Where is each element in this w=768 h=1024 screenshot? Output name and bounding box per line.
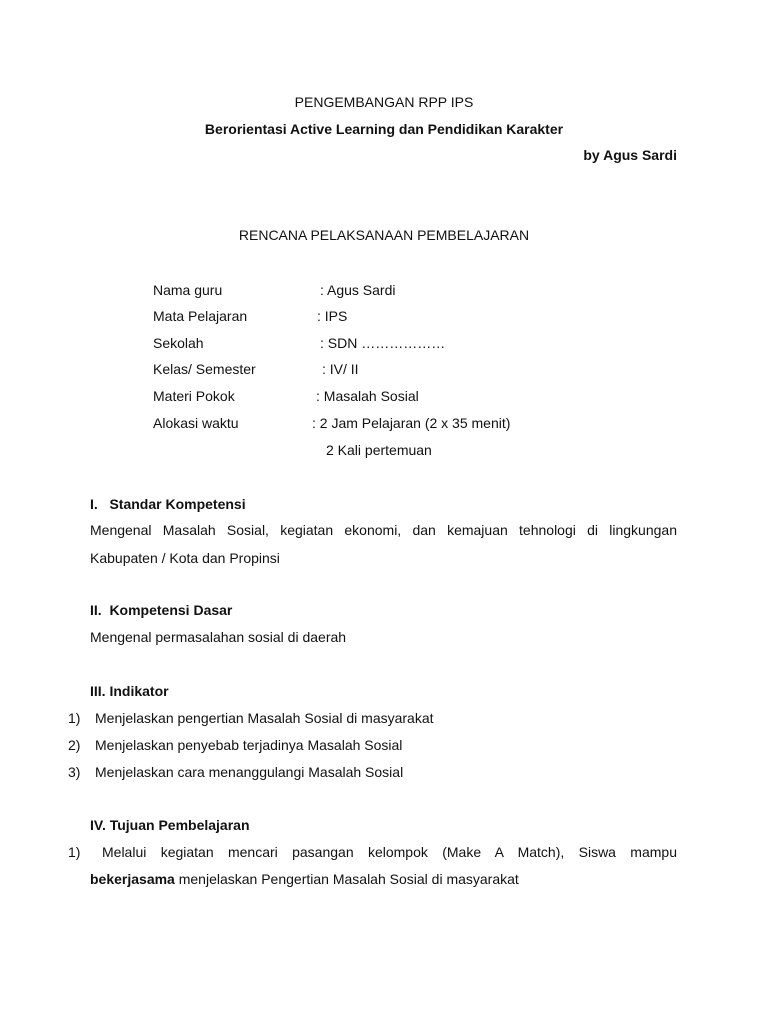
tujuan-text-line2 [90, 865, 677, 893]
identity-label-mata-pelajaran: Mata Pelajaran [153, 308, 248, 324]
identity-value-materi-pokok: : Masalah Sosial [316, 388, 419, 404]
indikator-item: Menjelaskan cara menanggulangi Masalah Sosial [95, 764, 404, 780]
section-heading-kompetensi: II. Kompetensi Dasar [90, 602, 233, 618]
doc-title: RENCANA PELAKSANAAN PEMBELAJARAN [238, 227, 530, 243]
identity-value-nama-guru: : Agus Sardi [320, 282, 396, 298]
tujuan-bold-word: bekerjasama [90, 871, 175, 887]
section-heading-indikator: III. Indikator [90, 683, 169, 699]
indikator-number: 3) [68, 764, 81, 780]
standar-text-line1: Mengenal Masalah Sosial, kegiatan ekonomi, dan kemajuan tehnologi di lingkungan [90, 522, 677, 538]
identity-value-sekolah: : SDN ……………… [320, 335, 446, 351]
tujuan-number: 1) [68, 844, 81, 860]
tujuan-text-line1: Melalui kegiatan mencari pasangan kelompok (Make A Match), Siswa mampu [102, 844, 677, 860]
identity-value-kelas-semester: : IV/ II [322, 361, 359, 377]
identity-extra-line: 2 Kali pertemuan [326, 442, 432, 458]
doc-header-title: PENGEMBANGAN RPP IPS [294, 94, 474, 110]
doc-author: by Agus Sardi [583, 147, 677, 163]
indikator-number: 1) [68, 710, 81, 726]
identity-label-kelas-semester: Kelas/ Semester [153, 361, 256, 377]
doc-header-subtitle: Berorientasi Active Learning dan Pendidikan Karakter [204, 121, 564, 137]
identity-label-nama-guru: Nama guru [153, 282, 223, 298]
section-heading-standar: I. Standar Kompetensi [90, 496, 246, 512]
identity-label-sekolah: Sekolah [153, 335, 204, 351]
tujuan-text-rest: menjelaskan Pengertian Masalah Sosial di masyarakat [174, 871, 519, 887]
section-heading-tujuan: IV. Tujuan Pembelajaran [90, 817, 250, 833]
identity-value-alokasi-waktu: : 2 Jam Pelajaran (2 x 35 menit) [312, 415, 511, 431]
identity-label-alokasi-waktu: Alokasi waktu [153, 415, 239, 431]
indikator-item: Menjelaskan penyebab terjadinya Masalah Sosial [95, 737, 403, 753]
indikator-number: 2) [68, 737, 81, 753]
identity-value-mata-pelajaran: : IPS [317, 308, 348, 324]
identity-label-materi-pokok: Materi Pokok [153, 388, 235, 404]
kompetensi-text: Mengenal permasalahan sosial di daerah [90, 629, 347, 645]
standar-text-line2: Kabupaten / Kota dan Propinsi [90, 550, 280, 566]
indikator-item: Menjelaskan pengertian Masalah Sosial di masyarakat [95, 710, 434, 726]
